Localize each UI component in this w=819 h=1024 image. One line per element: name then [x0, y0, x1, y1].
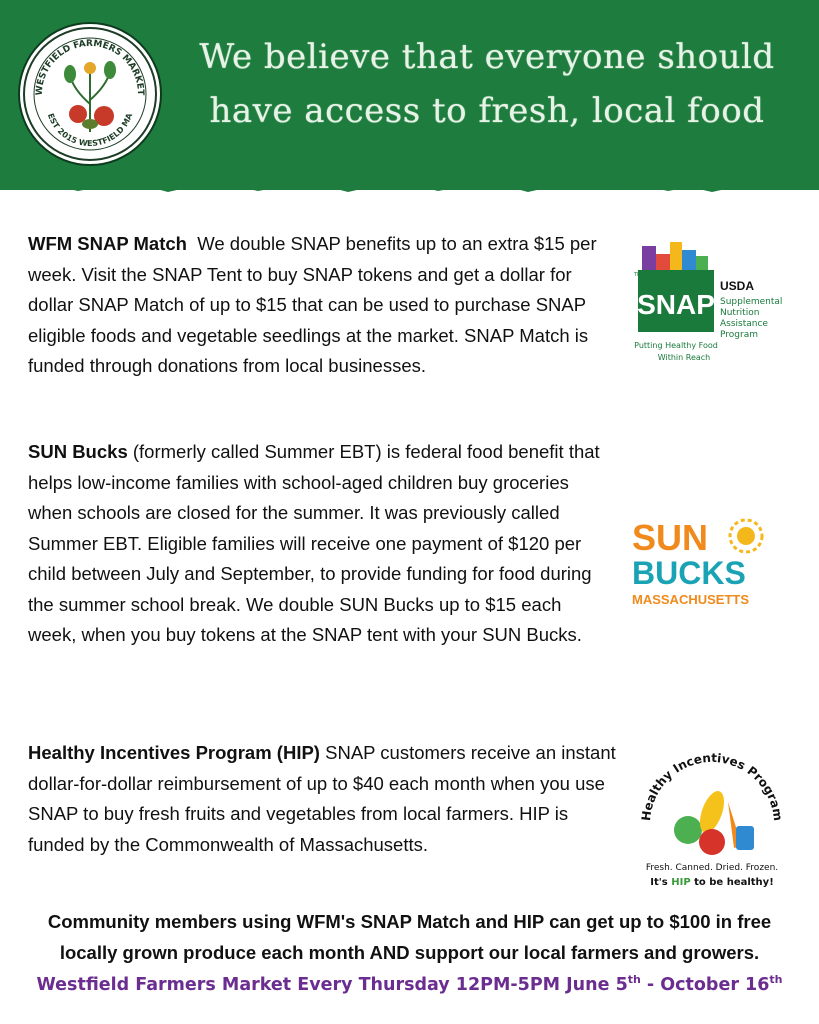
hip-title: Healthy Incentives Program (HIP) [28, 742, 320, 763]
hip-logo [632, 742, 792, 890]
hip-slogan-mid: HIP [671, 877, 691, 888]
snap-logo [624, 240, 804, 370]
logo-ring-top: WESTFIELD FARMERS MARKET [34, 38, 146, 96]
header-banner [0, 0, 819, 190]
footer-schedule [0, 973, 819, 995]
hip-slogan-pre: It's [650, 877, 668, 888]
snap-line-2: Nutrition [720, 308, 760, 318]
schedule-part-a: Westfield Farmers Market Every Thursday 12PM-5PM June 5 [36, 974, 628, 995]
snap-line-3: Assistance [720, 319, 768, 329]
snap-match-body: We double SNAP benefits up to an extra $15 per week. Visit the SNAP Tent to buy SNAP tokens and get a dollar for dollar SNAP Match of up to $15 that can be used to purchase SNAP eligible foods and vegetable seedlings at the market. SNAP Match is funded through donations from local businesses. [28, 233, 597, 376]
sun-word: SUN [632, 517, 709, 558]
hip-section [28, 738, 628, 860]
snap-agency: USDA [720, 279, 755, 293]
sun-bucks-section [28, 437, 608, 651]
snap-tagline-1: Putting Healthy Food [634, 341, 718, 350]
sun-state: MASSACHUSETTS [632, 592, 750, 607]
svg-text:It's HIP to be healthy [650, 877, 774, 888]
schedule-sup-1: th [627, 973, 641, 986]
snap-word: SNAP [637, 289, 715, 320]
hip-tagline: Fresh. Canned. Dried. Frozen. [645, 863, 779, 873]
can-icon [736, 826, 754, 850]
footer-summary [0, 906, 819, 968]
sun-bucks-body: (formerly called Summer EBT) is federal food benefit that helps low-income families with school-aged children buy groceries when schools are closed for the summer. It was previously called Summer EBT. Eligible families will receive one payment of $120 per child between July and September, to provide funding for food during the summer school break. We double SUN Bucks up to $15 each week, when you buy tokens at the SNAP tent with your SUN Bucks. [28, 441, 600, 645]
footer-line-2: locally grown produce each month AND support our local farmers and growers. [59, 942, 760, 963]
snap-match-title: WFM SNAP Match [28, 233, 187, 254]
bucks-word: BUCKS [632, 555, 746, 591]
hip-body: SNAP customers receive an instant dollar-for-dollar reimbursement of up to $40 each month when you use SNAP to buy fresh fruits and vegetables from local farmers. HIP is funded by the Commonwealth of Massachusetts. [28, 742, 616, 855]
footer-line-1: Community members using WFM's SNAP Match and HIP can get up to $100 in free [47, 911, 772, 932]
hip-slogan-post: to be healthy! [694, 877, 774, 888]
headline-line-2: have access to fresh, local food [209, 91, 765, 131]
snap-line-1: Supplemental [720, 297, 783, 307]
snap-tagline-2: Within Reach [657, 353, 711, 362]
schedule-sup-2: th [769, 973, 783, 986]
apple-icon [699, 829, 725, 855]
headline-line-1: We believe that everyone should [199, 37, 775, 77]
logo-ring-bottom: EST 2015 WESTFIELD MA [45, 112, 135, 149]
hip-arc-text: Healthy Incentives Program [638, 750, 786, 822]
snap-line-4: Program [720, 330, 758, 340]
schedule-part-b: - October 16 [640, 974, 770, 995]
snap-match-section [28, 229, 608, 382]
market-logo [18, 22, 162, 166]
snap-tm: TM [634, 272, 642, 278]
sun-bucks-title: SUN Bucks [28, 441, 128, 462]
header-headline [172, 30, 802, 138]
header-torn-edge [0, 178, 819, 204]
broccoli-icon [674, 816, 702, 844]
sun-bucks-logo [628, 512, 786, 612]
